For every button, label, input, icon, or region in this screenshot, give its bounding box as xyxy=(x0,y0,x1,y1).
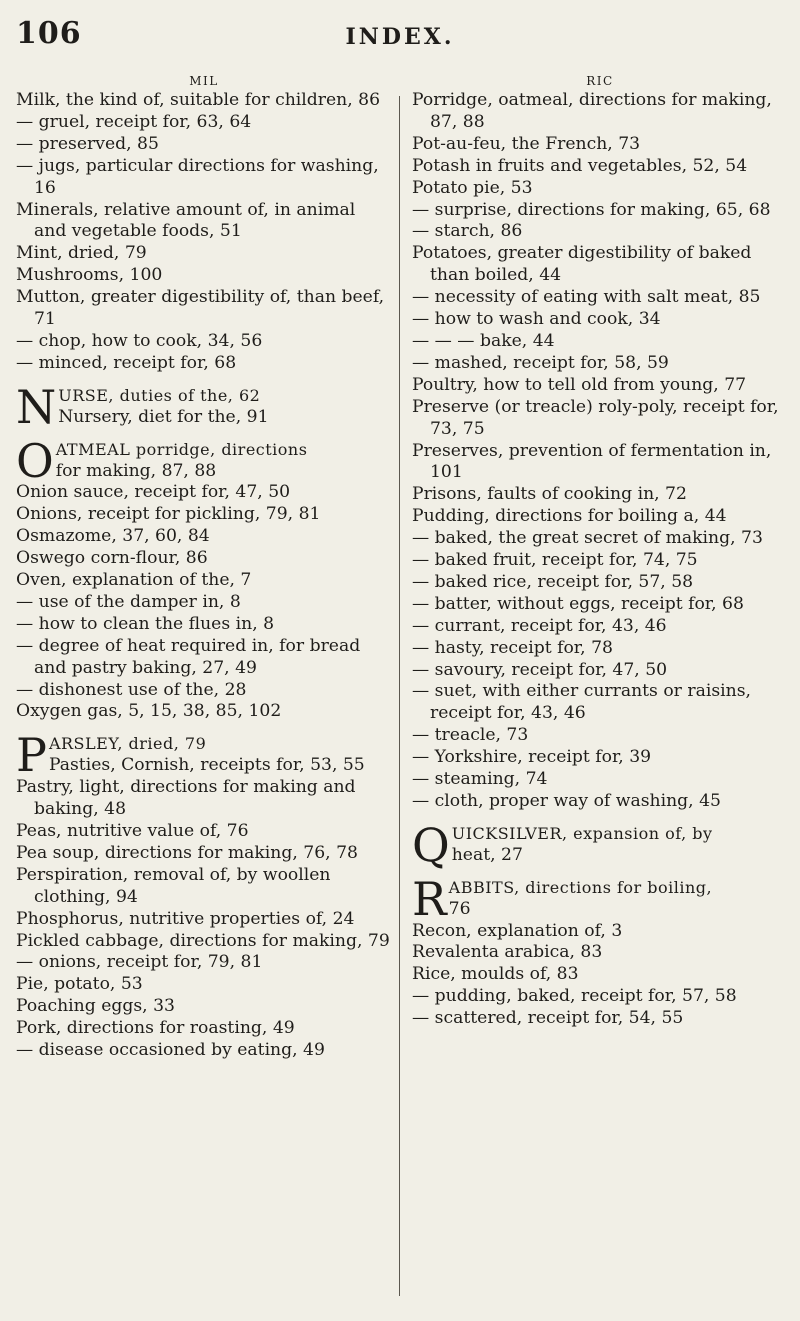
drop-cap: R xyxy=(412,871,447,926)
section-second-line: heat, 27 xyxy=(451,844,523,865)
section-second-line: Pasties, Cornish, receipts for, 53, 55 xyxy=(48,755,365,776)
index-entry: — preserved, 85 xyxy=(16,133,159,154)
running-head-left: MIL xyxy=(189,74,219,88)
index-entry: — baked, the great secret of making, 73 xyxy=(412,528,763,549)
index-entry: — chop, how to cook, 34, 56 xyxy=(16,330,263,351)
index-entry: Onion sauce, receipt for, 47, 50 xyxy=(16,482,291,503)
index-entry: Pickled cabbage, directions for making, 79 xyxy=(16,930,390,951)
index-entry: — necessity of eating with salt meat, 85 xyxy=(412,287,761,308)
section-first-line: UICKSILVER, expansion of, by xyxy=(451,823,713,843)
index-entry: Mint, dried, 79 xyxy=(16,243,147,264)
index-entry: Prisons, faults of cooking in, 72 xyxy=(412,484,687,505)
drop-cap: N xyxy=(16,379,57,434)
index-entry: Preserves, prevention of fermentation in, 101 xyxy=(412,440,772,483)
index-entry: Rice, moulds of, 83 xyxy=(412,964,579,985)
index-entry: — minced, receipt for, 68 xyxy=(16,352,237,373)
index-entry: Oven, explanation of the, 7 xyxy=(16,570,252,591)
index-entry: — Yorkshire, receipt for, 39 xyxy=(412,747,652,768)
index-entry: Peas, nutritive value of, 76 xyxy=(16,821,249,841)
index-entry: Poaching eggs, 33 xyxy=(16,996,175,1017)
index-entry: Perspiration, removal of, by woollen clothing, 94 xyxy=(16,864,331,907)
index-entry: Recon, explanation of, 3 xyxy=(412,920,623,941)
index-entry: Phosphorus, nutritive properties of, 24 xyxy=(16,908,355,929)
drop-cap: O xyxy=(16,433,54,488)
section-second-line: Nursery, diet for the, 91 xyxy=(58,406,269,427)
index-entry: Osmazome, 37, 60, 84 xyxy=(16,526,210,547)
index-entry: — starch, 86 xyxy=(412,221,523,242)
index-entry: — cloth, proper way of washing, 45 xyxy=(412,791,721,811)
drop-cap: Q xyxy=(412,817,450,872)
index-entry: Potato pie, 53 xyxy=(412,177,533,198)
index-entry: Pot-au-feu, the French, 73 xyxy=(412,133,641,154)
index-entry: — mashed, receipt for, 58, 59 xyxy=(412,352,669,373)
index-entry: Mushrooms, 100 xyxy=(16,265,163,286)
index-entry: — currant, receipt for, 43, 46 xyxy=(412,615,667,636)
index-entry: — batter, without eggs, receipt for, 68 xyxy=(412,593,744,614)
right-column xyxy=(412,72,788,1030)
index-entry: Preserve (or treacle) roly-poly, receipt for, 73, 75 xyxy=(412,396,779,439)
section-first-line: ABBITS, directions for boiling, xyxy=(448,877,713,897)
index-entry: — — — bake, 44 xyxy=(412,330,555,351)
index-entry: Potash in fruits and vegetables, 52, 54 xyxy=(412,155,748,176)
drop-cap: P xyxy=(16,728,47,783)
index-entry: Porridge, oatmeal, directions for making, 87, 88 xyxy=(412,90,772,132)
index-entry: — onions, receipt for, 79, 81 xyxy=(16,952,263,973)
section-p xyxy=(16,728,392,1062)
section-second-line: 76 xyxy=(448,898,471,919)
index-entry: — scattered, receipt for, 54, 55 xyxy=(412,1008,684,1029)
index-entry: — jugs, particular directions for washing, 16 xyxy=(16,155,379,198)
index-entry: — how to wash and cook, 34 xyxy=(412,309,661,330)
index-entry: — savoury, receipt for, 47, 50 xyxy=(412,659,668,680)
index-entry: — treacle, 73 xyxy=(412,725,529,746)
running-head-right: RIC xyxy=(586,74,614,88)
index-entry: Mutton, greater digestibility of, than beef, 71 xyxy=(16,287,385,330)
index-entry: — dishonest use of the, 28 xyxy=(16,679,247,700)
index-entry: — pudding, baked, receipt for, 57, 58 xyxy=(412,986,737,1007)
left-column xyxy=(16,72,392,1062)
section-first-line: ATMEAL porridge, directions xyxy=(55,439,308,459)
p-entries xyxy=(16,777,392,1062)
index-entry: — degree of heat required in, for bread and pastry baking, 27, 49 xyxy=(16,635,361,678)
page-title: INDEX. xyxy=(345,24,455,50)
section-second-line: for making, 87, 88 xyxy=(55,460,217,481)
section-first-line: URSE, duties of the, 62 xyxy=(58,385,261,405)
o-entries xyxy=(16,482,392,723)
r-entries xyxy=(412,921,788,1031)
index-entry: Poultry, how to tell old from young, 77 xyxy=(412,374,747,395)
index-entry: Revalenta arabica, 83 xyxy=(412,942,603,963)
index-entry: Milk, the kind of, suitable for children, 86 xyxy=(16,90,381,110)
index-entry: — surprise, directions for making, 65, 68 xyxy=(412,199,771,220)
section-n xyxy=(16,379,392,434)
section-r xyxy=(412,871,788,1030)
section-o xyxy=(16,433,392,724)
index-entry: — baked fruit, receipt for, 74, 75 xyxy=(412,550,698,571)
index-entry: Oswego corn-flour, 86 xyxy=(16,548,208,569)
index-entry: Minerals, relative amount of, in animal and vegetable foods, 51 xyxy=(16,199,356,242)
index-entry: Pie, potato, 53 xyxy=(16,974,143,995)
page-header xyxy=(0,14,800,64)
index-entry: Potatoes, greater digestibility of baked than boiled, 44 xyxy=(412,243,752,286)
right-entries xyxy=(412,90,788,813)
index-entry: — disease occasioned by eating, 49 xyxy=(16,1040,325,1061)
index-entry: — hasty, receipt for, 78 xyxy=(412,637,613,658)
index-entry: — suet, with either currants or raisins, receipt for, 43, 46 xyxy=(412,681,751,724)
index-entry: — gruel, receipt for, 63, 64 xyxy=(16,111,252,132)
column-divider xyxy=(399,96,400,1296)
page-number: 106 xyxy=(16,16,82,51)
index-entry: Pudding, directions for boiling a, 44 xyxy=(412,506,727,527)
index-entry: — use of the damper in, 8 xyxy=(16,591,241,612)
index-entry: — steaming, 74 xyxy=(412,769,548,790)
index-entry: Pea soup, directions for making, 76, 78 xyxy=(16,842,358,863)
section-q xyxy=(412,817,788,872)
index-entry: Pork, directions for roasting, 49 xyxy=(16,1018,295,1039)
left-entries xyxy=(16,90,392,375)
index-entry: — how to clean the flues in, 8 xyxy=(16,613,275,634)
section-first-line: ARSLEY, dried, 79 xyxy=(48,734,207,754)
index-entry: Onions, receipt for pickling, 79, 81 xyxy=(16,504,321,525)
index-entry: Oxygen gas, 5, 15, 38, 85, 102 xyxy=(16,701,282,722)
index-entry: Pastry, light, directions for making and baking, 48 xyxy=(16,777,356,820)
index-entry: — baked rice, receipt for, 57, 58 xyxy=(412,571,694,592)
